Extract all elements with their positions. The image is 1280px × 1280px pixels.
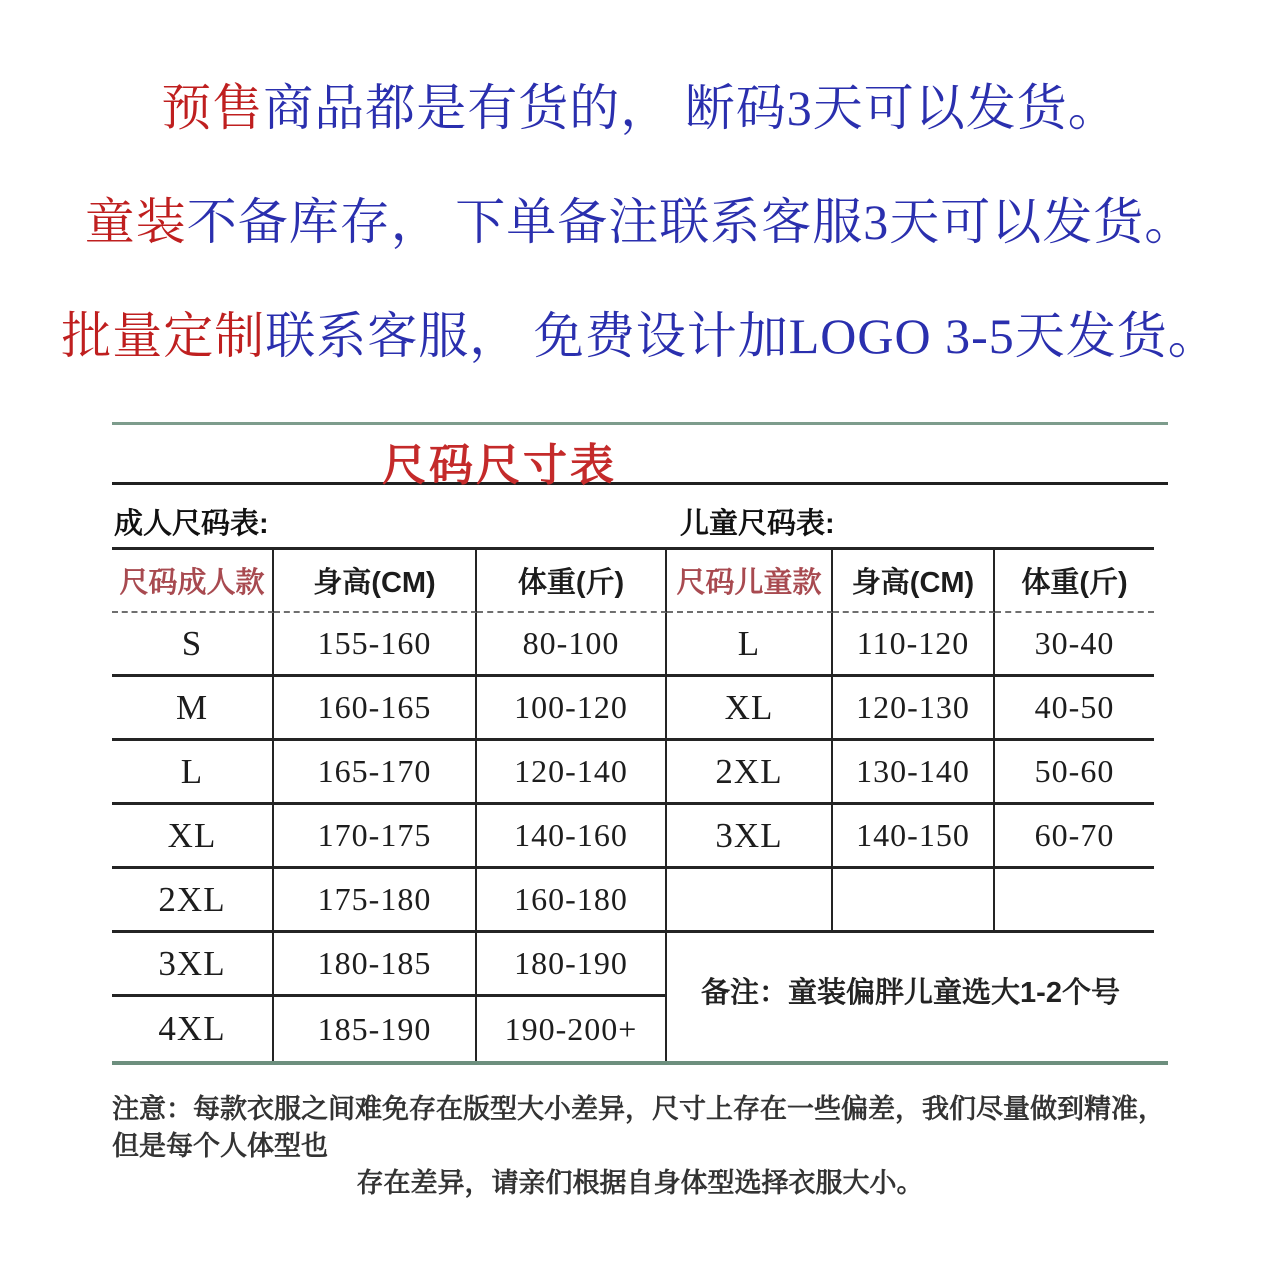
child-height-cell: 130-140 — [833, 741, 995, 805]
adult-size-cell: 3XL — [112, 933, 274, 997]
footer-note-line-1: 注意：每款衣服之间难免存在版型大小差异，尺寸上存在一些偏差，我们尽量做到精准，但是每个人体型也 — [112, 1094, 1165, 1161]
size-chart-title-row — [112, 425, 1168, 490]
announcement-1-text: 商品都是有货的， 断码3天可以发货。 — [263, 80, 1119, 136]
announcement-line-1 — [0, 80, 1280, 136]
adult-size-header: 尺码成人款 — [112, 547, 274, 613]
size-table — [112, 547, 1168, 1061]
adult-weight-cell: 180-190 — [477, 933, 667, 997]
child-size-cell: XL — [667, 677, 833, 741]
adult-weight-cell: 100-120 — [477, 677, 667, 741]
child-height-cell-empty — [833, 869, 995, 933]
adult-weight-cell: 120-140 — [477, 741, 667, 805]
child-weight-header: 体重(斤) — [995, 547, 1154, 613]
announcement-line-2 — [0, 194, 1280, 250]
child-height-header: 身高(CM) — [833, 547, 995, 613]
child-size-cell: 2XL — [667, 741, 833, 805]
child-weight-cell-empty — [995, 869, 1154, 933]
adult-height-cell: 160-165 — [274, 677, 477, 741]
child-size-cell-empty — [667, 869, 833, 933]
child-weight-cell: 40-50 — [995, 677, 1154, 741]
adult-weight-cell: 190-200+ — [477, 997, 667, 1061]
adult-weight-header: 体重(斤) — [477, 547, 667, 613]
child-size-cell: L — [667, 613, 833, 677]
size-chart-title: 尺码尺寸表 — [382, 441, 617, 490]
footer-note — [112, 1091, 1168, 1202]
adult-size-cell: M — [112, 677, 274, 741]
adult-height-cell: 170-175 — [274, 805, 477, 869]
adult-size-cell: 2XL — [112, 869, 274, 933]
child-weight-cell: 30-40 — [995, 613, 1154, 677]
adult-height-cell: 165-170 — [274, 741, 477, 805]
child-height-cell: 120-130 — [833, 677, 995, 741]
announcement-2-highlight: 童装 — [84, 194, 187, 250]
adult-height-cell: 180-185 — [274, 933, 477, 997]
adult-height-cell: 185-190 — [274, 997, 477, 1061]
announcement-3-highlight: 批量定制 — [61, 308, 266, 364]
announcement-2-text: 不备库存， 下单备注联系客服3天可以发货。 — [186, 194, 1196, 250]
adult-height-header: 身高(CM) — [274, 547, 477, 613]
child-size-header: 尺码儿童款 — [667, 547, 833, 613]
adult-size-cell: XL — [112, 805, 274, 869]
child-note-cell: 备注：童装偏胖儿童选大1-2个号 — [701, 976, 1120, 1009]
child-section-label: 儿童尺码表: — [680, 508, 835, 540]
adult-height-cell: 175-180 — [274, 869, 477, 933]
adult-size-cell: S — [112, 613, 274, 677]
adult-weight-cell: 140-160 — [477, 805, 667, 869]
adult-section-label: 成人尺码表: — [114, 508, 269, 540]
bottom-green-divider — [112, 1061, 1168, 1065]
adult-weight-cell: 160-180 — [477, 869, 667, 933]
child-weight-cell: 60-70 — [995, 805, 1154, 869]
announcement-line-3 — [0, 308, 1280, 364]
announcement-3-text: 联系客服， 免费设计加LOGO 3-5天发货。 — [265, 308, 1219, 364]
child-weight-cell: 50-60 — [995, 741, 1154, 805]
child-height-cell: 110-120 — [833, 613, 995, 677]
size-chart-section — [112, 422, 1168, 1065]
child-size-cell: 3XL — [667, 805, 833, 869]
adult-size-cell: L — [112, 741, 274, 805]
adult-weight-cell: 80-100 — [477, 613, 667, 677]
announcements-block — [0, 0, 1280, 364]
child-height-cell: 140-150 — [833, 805, 995, 869]
footer-note-line-2: 存在差异，请亲们根据自身体型选择衣服大小。 — [356, 1168, 924, 1198]
adult-height-cell: 155-160 — [274, 613, 477, 677]
adult-size-cell: 4XL — [112, 997, 274, 1061]
announcement-1-highlight: 预售 — [161, 80, 264, 136]
section-labels-row — [112, 485, 1168, 547]
